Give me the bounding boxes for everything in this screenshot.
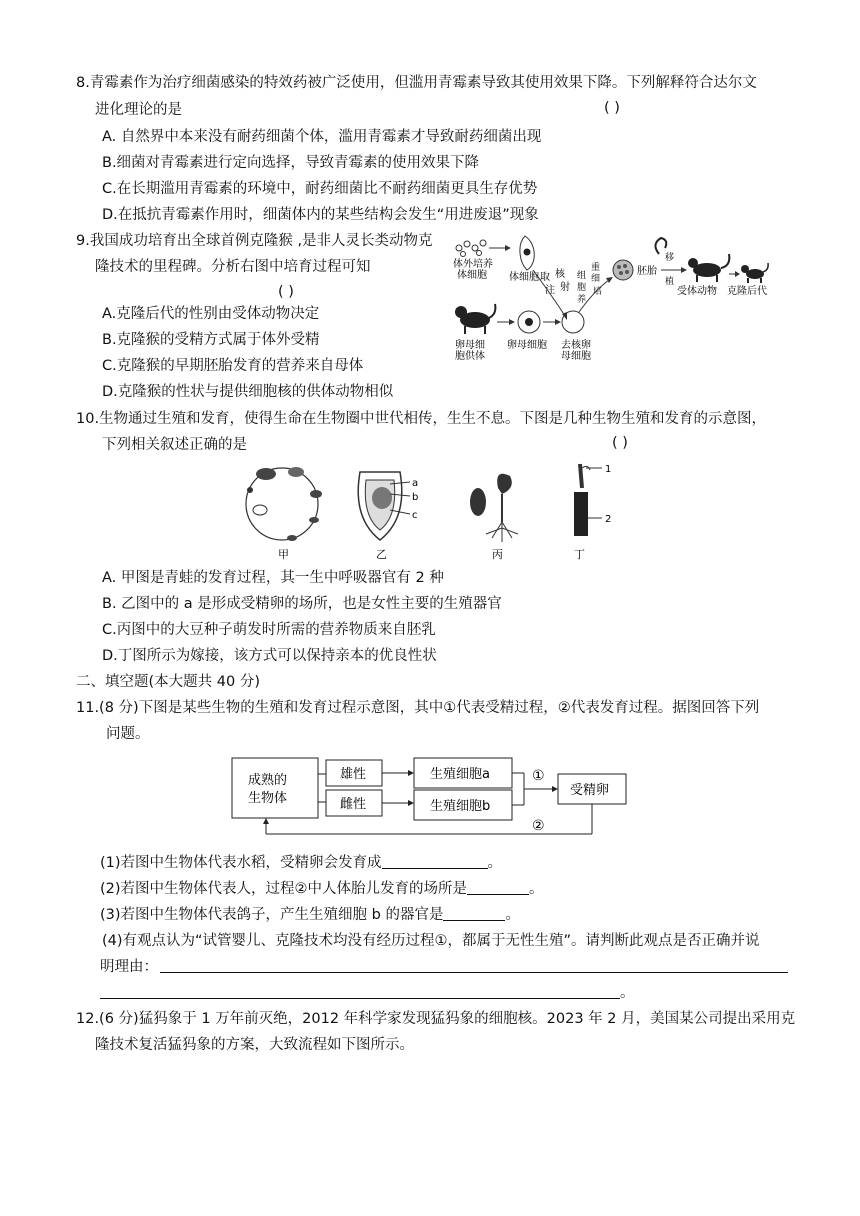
embryo-label: 胚胎 bbox=[637, 266, 657, 277]
q11-sub2-blank[interactable] bbox=[467, 880, 529, 895]
q11-sub3 bbox=[100, 905, 520, 925]
q11-stem-line1: 11.(8 分)下图是某些生物的生殖和发育过程示意图，其中①代表受精过程，②代表发育过程。据图回答下列 bbox=[76, 700, 760, 716]
yi-label-c: c bbox=[412, 510, 418, 521]
q10-figures bbox=[240, 458, 630, 566]
q11-flow-figure bbox=[228, 746, 648, 846]
figure-label-yi: 乙 bbox=[376, 548, 387, 561]
mature-organism-box bbox=[232, 758, 318, 818]
frog-life-cycle-icon bbox=[246, 467, 322, 541]
culture-char-6: 养 bbox=[577, 295, 587, 305]
ding-label-1: 1 bbox=[605, 464, 612, 475]
body-cell-label: 体细胞 bbox=[509, 272, 539, 283]
q8-option-a: A. 自然界中本来没有耐药细菌个体，滥用青霉素才导致耐药细菌出现 bbox=[102, 129, 542, 145]
q8-stem-line1: 8.青霉素作为治疗细菌感染的特效药被广泛使用，但滥用青霉素导致其使用效果下降。下列解释符合达尔文 bbox=[76, 75, 757, 91]
q9-stem-line1: 9.我国成功培育出全球首例克隆猴 ,是非人灵长类动物克 bbox=[76, 233, 433, 249]
inject-char-1: 取 bbox=[540, 272, 550, 283]
q10-option-c: C.丙图中的大豆种子萌发时所需的营养物质来自胚乳 bbox=[102, 622, 436, 638]
q9-answer-paren: ( ) bbox=[278, 284, 294, 300]
ding-label-2: 2 bbox=[605, 514, 612, 525]
uterus-embryo-icon bbox=[358, 472, 410, 540]
culture-char-5: 培 bbox=[593, 287, 603, 297]
bean-seedling-icon bbox=[470, 474, 518, 542]
embryo-icon bbox=[613, 260, 633, 280]
step-2-label: ② bbox=[532, 818, 545, 834]
transplant-char-1: 移 bbox=[665, 253, 675, 263]
cultured-cells-icon bbox=[456, 240, 486, 257]
male-label: 雄性 bbox=[340, 767, 367, 782]
q11-sub4-answer-line-1[interactable] bbox=[160, 972, 788, 973]
mature-label-1: 成熟的 bbox=[248, 773, 288, 788]
culture-char-1: 重 bbox=[591, 263, 601, 273]
q11-sub4-answer-line-2[interactable] bbox=[100, 998, 620, 999]
q9-option-b: B.克隆猴的受精方式属于体外受精 bbox=[102, 332, 320, 348]
q11-sub3-period: 。 bbox=[505, 907, 520, 923]
yi-label-a: a bbox=[412, 478, 419, 489]
enucleated-egg-icon bbox=[562, 311, 584, 333]
q11-sub1-blank[interactable] bbox=[382, 854, 488, 869]
recipient-label: 受体动物 bbox=[677, 286, 717, 297]
q8-option-b: B.细菌对青霉素进行定向选择，导致青霉素的使用效果下降 bbox=[102, 155, 480, 171]
q11-sub3-blank[interactable] bbox=[443, 906, 505, 921]
q11-sub4-line2: 明理由： bbox=[100, 959, 158, 975]
q12-stem-line1: 12.(6 分)猛犸象于 1 万年前灭绝，2012 年科学家发现猛犸象的细胞核。2023 年 2 月，美国某公司提出采用克 bbox=[76, 1011, 796, 1027]
q8-option-c: C.在长期滥用青霉素的环境中，耐药细菌比不耐药细菌更具生存优势 bbox=[102, 181, 538, 197]
offspring-monkey-icon bbox=[741, 263, 768, 283]
q8-stem-line2: 进化理论的是 bbox=[95, 102, 182, 118]
q11-sub1 bbox=[100, 853, 502, 873]
q8-answer-paren: ( ) bbox=[604, 100, 620, 116]
section-title: 二、填空题(本大题共 40 分) bbox=[76, 674, 260, 690]
egg-donor-label-1: 卵母细 bbox=[455, 340, 485, 351]
enucleated-label-2: 母细胞 bbox=[561, 351, 591, 362]
cultured-label-1: 体外培养 bbox=[453, 259, 493, 270]
egg-cell-label: 卵母细胞 bbox=[507, 340, 547, 351]
culture-char-4: 胞 bbox=[577, 283, 587, 293]
q11-sub2-period: 。 bbox=[529, 881, 544, 897]
egg-donor-label-2: 胞供体 bbox=[455, 351, 485, 362]
inject-char-4: 射 bbox=[560, 282, 570, 293]
mature-label-2: 生物体 bbox=[248, 791, 288, 806]
inject-char-3: 注 bbox=[545, 285, 555, 296]
gamete-b-label: 生殖细胞b bbox=[430, 799, 491, 814]
q11-sub2-text: (2)若图中生物体代表人，过程②中人体胎儿发育的场所是 bbox=[100, 881, 468, 897]
q9-stem-line2: 隆技术的里程碑。分析右图中培育过程可知 bbox=[95, 259, 371, 275]
figure-label-jia: 甲 bbox=[278, 548, 289, 561]
q10-option-d: D.丁图所示为嫁接，该方式可以保持亲本的优良性状 bbox=[102, 648, 437, 664]
cultured-label-2: 体细胞 bbox=[457, 270, 487, 281]
zygote-label: 受精卵 bbox=[570, 783, 610, 798]
female-label: 雌性 bbox=[340, 797, 367, 812]
q10-option-a: A. 甲图是青蛙的发育过程，其一生中呼吸器官有 2 种 bbox=[102, 570, 444, 586]
grafting-icon bbox=[574, 464, 602, 536]
q9-option-d: D.克隆猴的性状与提供细胞核的供体动物相似 bbox=[102, 384, 394, 400]
q10-stem-line1: 10.生物通过生殖和发育，使得生命在生物圈中世代相传，生生不息。下图是几种生物生殖和发育的示意图， bbox=[76, 411, 767, 427]
transplant-char-2: 植 bbox=[665, 277, 675, 287]
yi-label-b: b bbox=[412, 492, 419, 503]
q11-sub4-line1: (4)有观点认为“试管婴儿、克隆技术均没有经历过程①，都属于无性生殖”。请判断此观点是否正确并说 bbox=[102, 933, 760, 949]
egg-donor-monkey-icon bbox=[455, 304, 495, 334]
q9-option-a: A.克隆后代的性别由受体动物决定 bbox=[102, 306, 320, 322]
step-1-label: ① bbox=[532, 768, 545, 784]
q9-clone-figure bbox=[445, 230, 775, 370]
offspring-label: 克隆后代 bbox=[727, 286, 767, 297]
q11-sub2 bbox=[100, 879, 544, 899]
culture-char-2: 组 bbox=[577, 271, 587, 281]
q10-stem-line2: 下列相关叙述正确的是 bbox=[102, 437, 247, 453]
q8-option-d: D.在抵抗青霉素作用时，细菌体内的某些结构会发生“用进废退”现象 bbox=[102, 207, 539, 223]
q9-option-c: C.克隆猴的早期胚胎发育的营养来自母体 bbox=[102, 358, 364, 374]
gamete-a-label: 生殖细胞a bbox=[430, 767, 490, 782]
enucleated-label-1: 去核卵 bbox=[561, 340, 591, 351]
figure-label-ding: 丁 bbox=[574, 548, 585, 561]
q11-sub3-text: (3)若图中生物体代表鸽子，产生生殖细胞 b 的器官是 bbox=[100, 907, 444, 923]
q10-answer-paren: ( ) bbox=[612, 435, 628, 451]
culture-char-3: 细 bbox=[591, 274, 601, 284]
q11-sub1-period: 。 bbox=[487, 855, 503, 871]
q11-stem-line2: 问题。 bbox=[106, 726, 150, 742]
inject-char-2: 核 bbox=[555, 269, 565, 280]
q11-sub1-text: (1)若图中生物体代表水稻，受精卵会发育成 bbox=[100, 855, 382, 871]
q12-stem-line2: 隆技术复活猛犸象的方案，大致流程如下图所示。 bbox=[95, 1037, 414, 1053]
q11-sub4-period: 。 bbox=[620, 985, 635, 1001]
q10-option-b: B. 乙图中的 a 是形成受精卵的场所，也是女性主要的生殖器官 bbox=[102, 596, 502, 612]
figure-label-bing: 丙 bbox=[492, 548, 503, 561]
